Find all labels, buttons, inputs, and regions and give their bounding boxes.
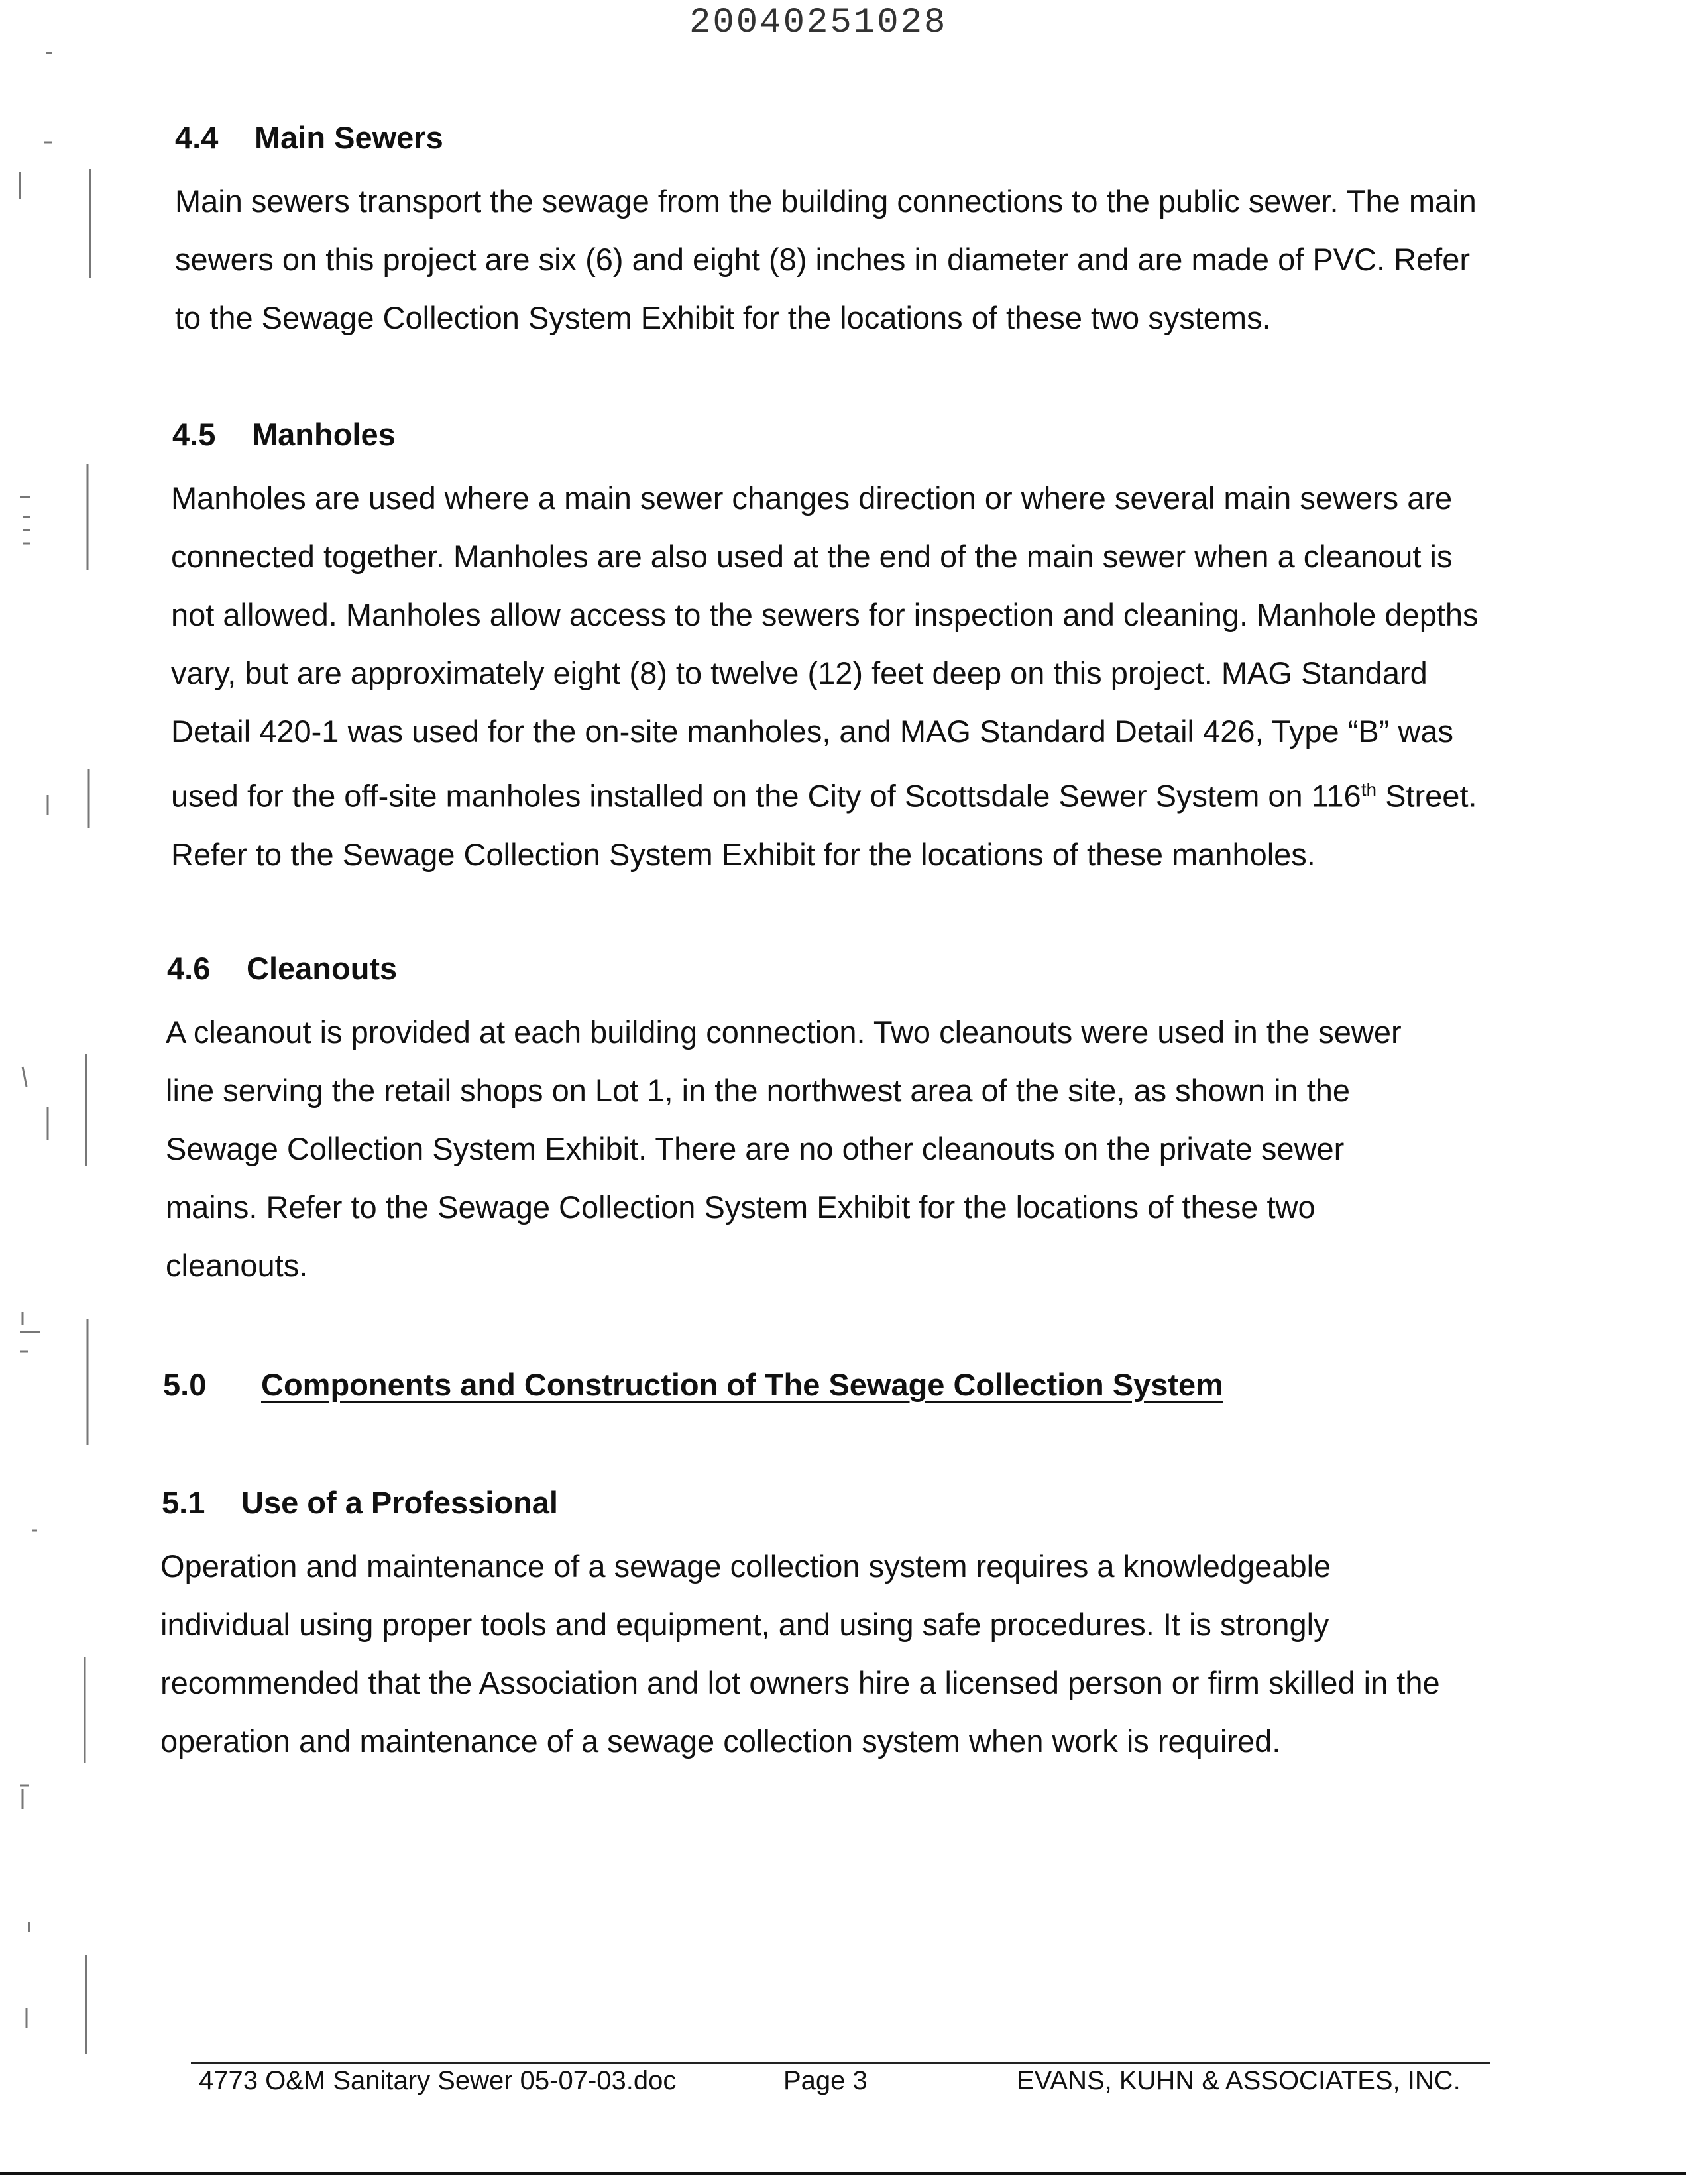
footer-filename: 4773 O&M Sanitary Sewer 05-07-03.doc <box>199 2066 677 2095</box>
text-line: cleanouts. <box>166 1248 308 1283</box>
ordinal-superscript: th <box>1361 779 1377 800</box>
footer-divider <box>191 2062 1490 2064</box>
section-title: Use of a Professional <box>241 1485 558 1520</box>
text-line-with-superscript <box>171 761 1479 826</box>
section-number: 5.1 <box>162 1485 205 1520</box>
text-line: A cleanout is provided at each building connection. Two cleanouts were used in the sewer <box>166 1014 1402 1050</box>
text-line: to the Sewage Collection System Exhibit for the locations of these two systems. <box>175 300 1271 335</box>
paragraph-use-of-professional <box>160 1537 1440 1771</box>
scan-margin-marks <box>0 0 99 2184</box>
text-line: mains. Refer to the Sewage Collection System Exhibit for the locations of these two <box>166 1189 1316 1225</box>
section-heading-4-5 <box>172 416 396 453</box>
text-line: Operation and maintenance of a sewage collection system requires a knowledgeable <box>160 1549 1331 1584</box>
text-segment: Street. <box>1377 778 1477 814</box>
section-title: Main Sewers <box>254 120 443 155</box>
text-line: Main sewers transport the sewage from the building connections to the public sewer. The main <box>175 184 1477 219</box>
text-segment: used for the off-site manholes installed on the City of Scottsdale Sewer System on 116 <box>171 778 1361 814</box>
text-line: sewers on this project are six (6) and eight (8) inches in diameter and are made of PVC. Refer <box>175 242 1471 277</box>
paragraph-cleanouts <box>166 1003 1402 1295</box>
text-line: vary, but are approximately eight (8) to twelve (12) feet deep on this project. MAG Standard <box>171 655 1428 690</box>
section-title: Components and Construction of The Sewage Collection System <box>261 1367 1223 1402</box>
section-heading-4-4 <box>175 119 443 156</box>
text-line: not allowed. Manholes allow access to the sewers for inspection and cleaning. Manhole depths <box>171 597 1479 632</box>
paragraph-main-sewers <box>175 172 1477 347</box>
text-line: individual using proper tools and equipment, and using safe procedures. It is strongly <box>160 1607 1329 1642</box>
section-title: Cleanouts <box>247 951 398 986</box>
paragraph-manholes <box>171 469 1479 884</box>
text-line: recommended that the Association and lot owners hire a licensed person or firm skilled in the <box>160 1665 1440 1700</box>
text-line: operation and maintenance of a sewage collection system when work is required. <box>160 1723 1281 1759</box>
section-title: Manholes <box>252 417 396 452</box>
section-heading-4-6 <box>167 950 397 987</box>
footer-page-number: Page 3 <box>783 2066 868 2095</box>
text-line: Manholes are used where a main sewer changes direction or where several main sewers are <box>171 480 1453 516</box>
section-heading-5-1 <box>162 1484 558 1521</box>
section-number: 4.5 <box>172 417 216 452</box>
text-line: connected together. Manholes are also used at the end of the main sewer when a cleanout is <box>171 539 1453 574</box>
footer-company: EVANS, KUHN & ASSOCIATES, INC. <box>1017 2066 1461 2095</box>
section-number: 5.0 <box>163 1367 207 1402</box>
text-line: Sewage Collection System Exhibit. There are no other cleanouts on the private sewer <box>166 1131 1345 1166</box>
document-number: 20040251028 <box>689 3 948 43</box>
section-number: 4.4 <box>175 120 219 155</box>
text-line: Detail 420-1 was used for the on-site manholes, and MAG Standard Detail 426, Type “B” was <box>171 714 1453 749</box>
section-heading-5-0 <box>163 1366 1223 1403</box>
text-line: line serving the retail shops on Lot 1, in the northwest area of the site, as shown in the <box>166 1073 1351 1108</box>
section-number: 4.6 <box>167 951 211 986</box>
text-line: Refer to the Sewage Collection System Exhibit for the locations of these manholes. <box>171 836 1316 872</box>
page-bottom-edge <box>0 2172 1686 2175</box>
